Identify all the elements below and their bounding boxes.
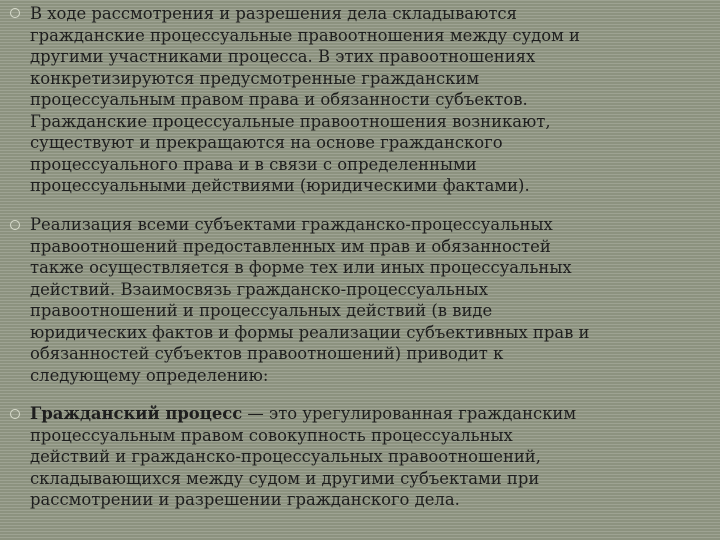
definition-text <box>30 403 710 511</box>
bullet-text: В ходе рассмотрения и разрешения дела складываются гражданские процессуальные правоотношения между судом и другими участниками процесса. В этих правоотношениях конкретизируются предусмотренные гражданским процессуальным правом права и обязанности субъектов. Гражданские процессуальные правоотношения возникают, существуют и прекращаются на основе гражданского процессуального права и в связи с определенными процессуальными действиями (юридическими фактами). <box>30 4 580 195</box>
definition-body: — это урегулированная гражданским процессуальным правом совокупность процессуальных действий и гражданско-процессуальных правоотношений, складывающихся между судом и другими субъектами при рассмотрении и разрешении гражданского дела. <box>30 404 577 509</box>
bullet-text: Реализация всеми субъектами гражданско-процессуальных правоотношений предоставленных им прав и обязанностей также осуществляется в форме тех или иных процессуальных действий. Взаимосвязь гражданско-процессуальных правоотношений и процессуальных действий (в виде юридических фактов и формы реализации субъективных прав и обязанностей субъектов правоотношений) приводит к следующему определению: <box>30 215 590 385</box>
bullet-circle-icon <box>10 409 20 419</box>
bullet-circle-icon <box>10 220 20 230</box>
defined-term: Гражданский процесс <box>30 404 243 423</box>
bullet-circle-icon <box>10 8 20 18</box>
